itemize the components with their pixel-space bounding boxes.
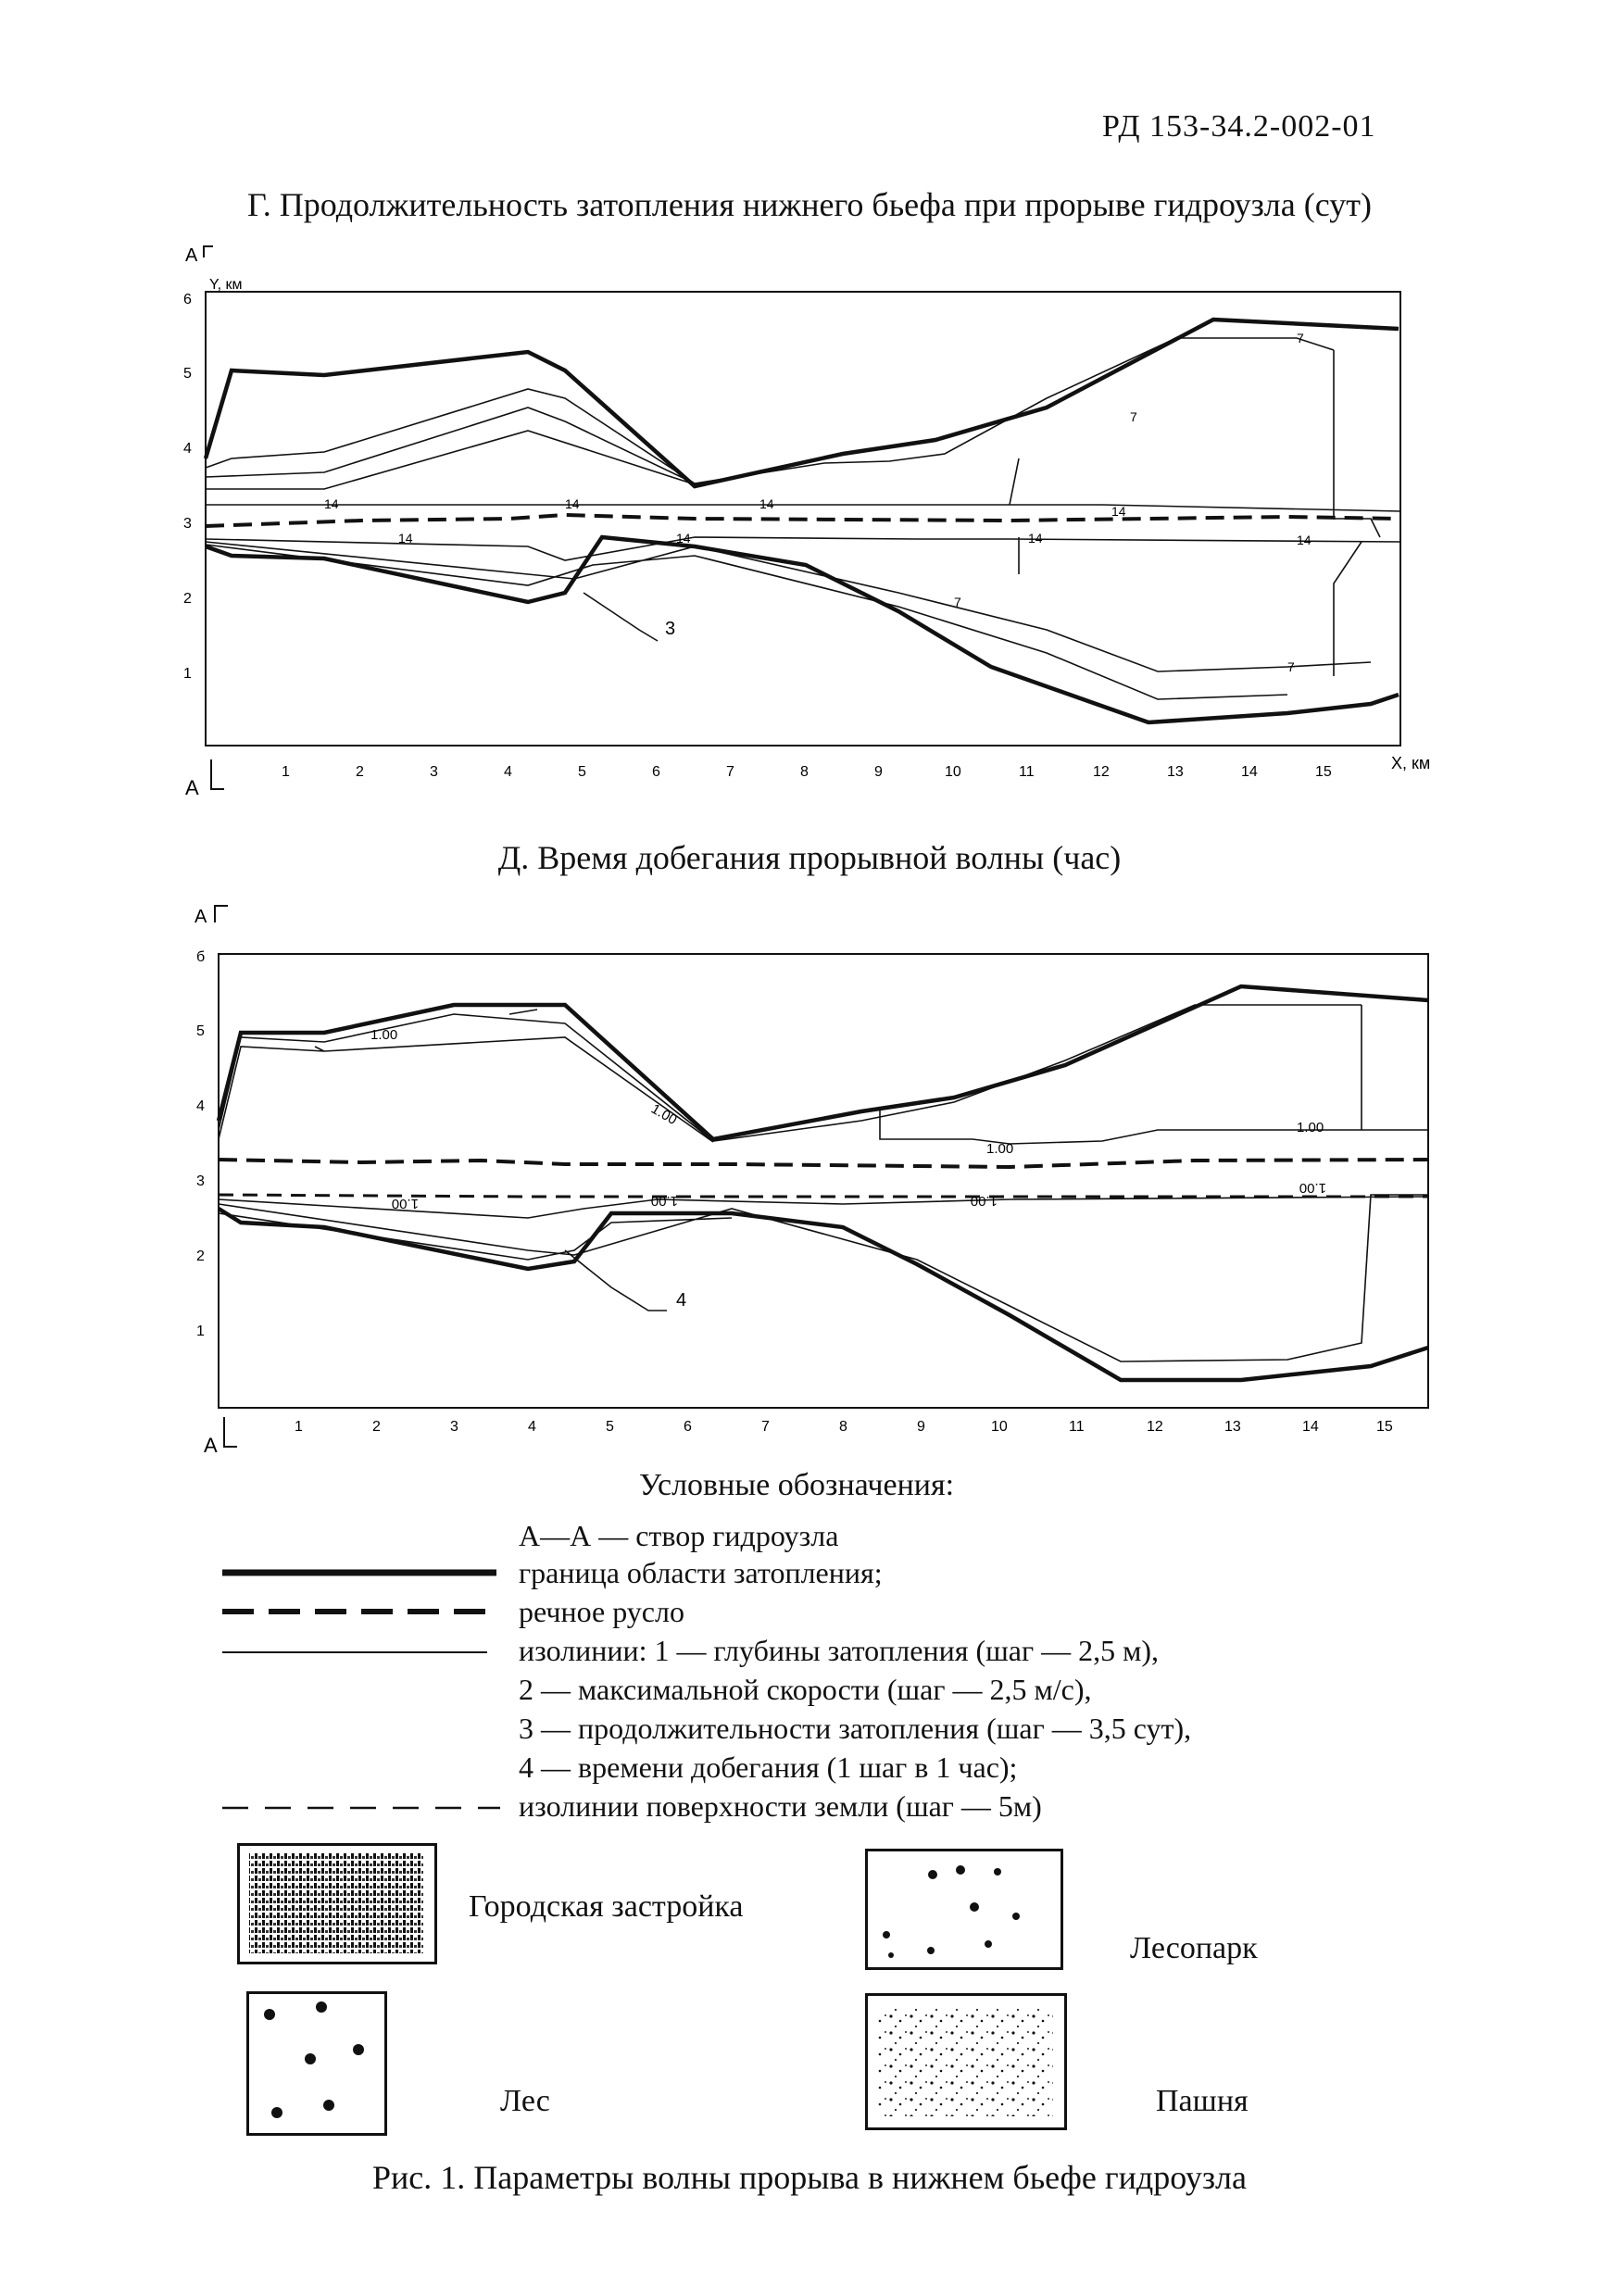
legend-text: изолинии: 1 — глубины затопления (шаг — 2,5 м), xyxy=(519,1634,1159,1667)
flood-boundary xyxy=(219,986,1428,1380)
legend-title: Условные обозначения: xyxy=(639,1468,955,1502)
legend-text: речное русло xyxy=(519,1595,684,1628)
section-mark-bottom: А xyxy=(204,1434,218,1454)
x-tick: 7 xyxy=(761,1419,770,1435)
isoline-label: 4 xyxy=(676,1290,687,1311)
x-ticks xyxy=(282,764,1332,780)
y-tick: 4 xyxy=(183,441,192,457)
thin-dash-symbol xyxy=(222,1797,500,1815)
isoline-label: 14 xyxy=(1111,504,1126,519)
isoline-label: 7 xyxy=(954,595,961,609)
urban-pattern-swatch xyxy=(237,1843,437,1964)
forest-swatch xyxy=(246,1991,387,2136)
section-mark-top: А xyxy=(185,245,198,266)
swatch-label: Лесопарк xyxy=(1130,1931,1258,1965)
x-tick: 8 xyxy=(839,1419,847,1435)
y-tick: 5 xyxy=(196,1023,205,1039)
legend-text: 3 — продолжительности затопления (шаг — 3,5 сут), xyxy=(519,1712,1192,1745)
x-tick: 2 xyxy=(372,1419,381,1435)
y-tick: 1 xyxy=(196,1324,205,1339)
legend-text: 4 — времени добегания (1 шаг в 1 час); xyxy=(519,1750,1018,1784)
x-tick: 10 xyxy=(945,764,961,780)
section-mark-top-line xyxy=(204,246,213,257)
x-tick: 3 xyxy=(450,1419,458,1435)
legend-text: 2 — максимальной скорости (шаг — 2,5 м/с), xyxy=(519,1673,1092,1706)
x-tick: 8 xyxy=(800,764,809,780)
x-tick: 1 xyxy=(282,764,290,780)
isoline-label: 7 xyxy=(1287,659,1295,674)
y-ticks xyxy=(183,292,192,682)
x-tick: 1 xyxy=(295,1419,303,1435)
legend-text: А—А — створ гидроузла xyxy=(519,1519,839,1552)
isoline-label: 1.00 xyxy=(648,1100,680,1129)
isoline-label: 1.00 xyxy=(986,1141,1014,1157)
x-tick: 13 xyxy=(1224,1419,1241,1435)
x-tick: 9 xyxy=(917,1419,925,1435)
panel-g-map xyxy=(176,241,1473,797)
section-mark-bottom-line xyxy=(224,1417,237,1447)
x-tick: 15 xyxy=(1315,764,1332,780)
y-tick: 3 xyxy=(196,1173,205,1189)
x-tick: 10 xyxy=(991,1419,1008,1435)
thick-line-symbol xyxy=(222,1563,500,1582)
swatch-label: Пашня xyxy=(1156,2084,1249,2118)
x-tick: 11 xyxy=(1019,764,1035,780)
arable-land-swatch xyxy=(865,1993,1067,2130)
section-mark-bottom: А xyxy=(185,776,199,797)
x-tick: 4 xyxy=(504,764,512,780)
x-tick: 12 xyxy=(1093,764,1110,780)
x-tick: 2 xyxy=(356,764,364,780)
isoline-label: 1.00 xyxy=(970,1193,998,1209)
x-tick: 9 xyxy=(874,764,883,780)
x-tick: 14 xyxy=(1241,764,1258,780)
y-ticks xyxy=(196,949,205,1339)
y-tick: 4 xyxy=(196,1098,205,1114)
sparse-dots-pattern xyxy=(868,1851,1061,1967)
isoline-label: 14 xyxy=(1028,531,1043,546)
x-tick: 11 xyxy=(1069,1419,1085,1435)
dense-hatch-pattern xyxy=(240,1846,434,1962)
x-ticks xyxy=(295,1419,1393,1435)
x-tick: 12 xyxy=(1147,1419,1163,1435)
x-tick: 15 xyxy=(1376,1419,1393,1435)
figure-caption: Рис. 1. Параметры волны прорыва в нижнем бьефе гидроузла xyxy=(371,2159,1247,2196)
forest-park-swatch xyxy=(865,1849,1063,1970)
section-mark-bottom-line xyxy=(211,759,224,789)
isoline-label: 14 xyxy=(759,496,774,511)
x-tick: 13 xyxy=(1167,764,1184,780)
isoline-label: 14 xyxy=(1297,533,1312,547)
x-tick: 7 xyxy=(726,764,734,780)
swatch-label: Городская застройка xyxy=(469,1889,744,1924)
x-tick: 4 xyxy=(528,1419,536,1435)
isoline-label: 1.00 xyxy=(370,1027,398,1043)
isoline-label: 1.00 xyxy=(650,1193,678,1209)
panel-d-title: Д. Время добегания прорывной волны (час) xyxy=(497,839,1122,876)
isoline-label: 7 xyxy=(1130,409,1137,424)
legend-item xyxy=(222,1634,1426,1671)
isoline-label: 1.00 xyxy=(1299,1180,1326,1196)
isoline-label: 7 xyxy=(1297,331,1304,345)
legend-item xyxy=(222,1789,1426,1826)
legend-text: изолинии поверхности земли (шаг — 5м) xyxy=(519,1789,1042,1823)
y-tick: 3 xyxy=(183,516,192,532)
isoline-labels xyxy=(324,331,1312,674)
isoline-label: 14 xyxy=(324,496,339,511)
swatch-label: Лес xyxy=(500,2084,550,2118)
isoline-label: 14 xyxy=(676,531,691,546)
fine-speckle-pattern xyxy=(868,1996,1064,2127)
isoline-label: 14 xyxy=(565,496,580,511)
section-mark-top-line xyxy=(215,906,228,922)
panel-d-map xyxy=(176,898,1473,1454)
x-tick: 5 xyxy=(606,1419,614,1435)
y-tick: 1 xyxy=(183,666,192,682)
isoline-label: 1.00 xyxy=(391,1196,419,1211)
legend-text: граница области затопления; xyxy=(519,1556,883,1589)
map-frame xyxy=(219,954,1428,1408)
river-channel xyxy=(206,515,1400,526)
x-tick: 14 xyxy=(1302,1419,1319,1435)
y-tick: 5 xyxy=(183,366,192,382)
y-tick: б xyxy=(196,949,206,965)
panel-g-title: Г. Продолжительность затопления нижнего бьефа при прорыве гидроузла (сут) xyxy=(247,186,1372,223)
x-tick: 5 xyxy=(578,764,586,780)
x-tick: 6 xyxy=(684,1419,692,1435)
section-mark-top: А xyxy=(195,907,207,927)
thin-line-symbol xyxy=(222,1641,500,1660)
isolines xyxy=(219,1005,1428,1361)
river-channel xyxy=(219,1160,1428,1167)
isoline-label: 14 xyxy=(398,531,413,546)
x-axis-label: X, км xyxy=(1391,754,1431,772)
y-tick: 6 xyxy=(183,292,192,307)
x-tick: 6 xyxy=(652,764,660,780)
isoline-label: 1.00 xyxy=(1297,1120,1324,1135)
y-tick: 2 xyxy=(183,591,192,607)
isoline-label: 3 xyxy=(665,619,676,639)
x-tick: 3 xyxy=(430,764,438,780)
legend-item xyxy=(222,1519,1426,1556)
large-dots-pattern xyxy=(249,1994,384,2133)
y-tick: 2 xyxy=(196,1248,205,1264)
thick-dash-symbol xyxy=(222,1602,500,1621)
document-id: РД 153-34.2-002-01 xyxy=(1102,109,1376,144)
legend-item xyxy=(222,1595,1426,1632)
y-axis-label: Y, км xyxy=(209,277,243,293)
legend-item xyxy=(222,1556,1426,1593)
